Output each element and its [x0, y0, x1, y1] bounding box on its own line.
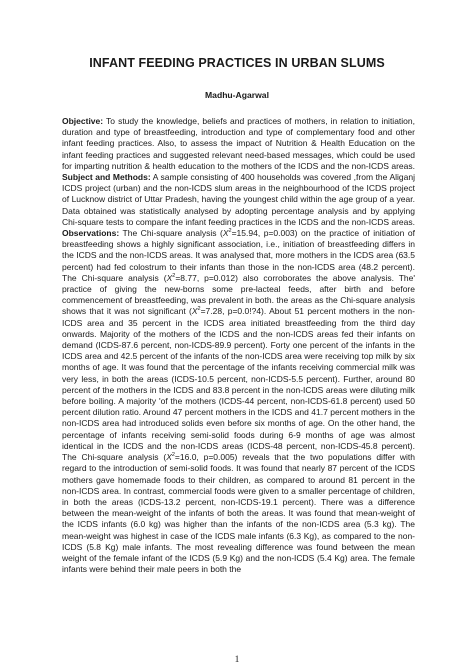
methods-text: A sample consisting of 400 households was covered ,from the Aliganj ICDS project (urban) and the non-ICDS slum areas in the neighbourhood of the ICDS project of Lucknow district of Uttar Pradesh, having the youngest child within the age group of a year. Data obtained was statistically analysed by adopting percentage analysis and by applying Chi-square tests to compare the infant feeding practices in the ICDS and the non-ICDS areas. — [62, 172, 415, 227]
chi-symbol: X — [166, 272, 173, 283]
observations-text-2: =15.94, p=0.003) on the practice of initiation of breastfeeding shows a highly significant association, i.e., initiation of breastfeeding differs in the ICDS and the non-ICDS areas. It was analysed that, more mothers in the ICDS area (63.5 percent) had fed colostrum to their infants than those in the non-ICDS area (48.2 percent). The Chi-square analysis ( — [62, 228, 415, 283]
chi-symbol: X — [166, 452, 172, 463]
abstract-paragraph — [62, 116, 415, 646]
observations-text-1: The Chi-square analysis ( — [119, 228, 223, 239]
chi-superscript: 2 — [228, 228, 232, 235]
observations-text-3: =8.77, p=0.012) also corroborates the above analysis. The' practice of giving the new-borns some pre-lacteal feeds, after birth and before commencement of breastfeeding, was prevalent in both. the areas as the Chi-square analysis shows that it was not significant ( — [62, 272, 415, 317]
chi-superscript: 2 — [172, 273, 176, 280]
chi-superscript: 2 — [197, 306, 201, 313]
methods-label: Subject and Methods: — [62, 172, 151, 183]
page-number: 1 — [234, 655, 240, 665]
paper-title: INFANT FEEDING PRACTICES IN URBAN SLUMS — [89, 56, 385, 70]
observations-text-4: =7.28, p=0.0!?4). About 51 percent mothers in the non-ICDS area and 35 percent in the ICDS area initiated breastfeeding from the third day onwards. Majority of the mothers of the ICDS and the non-ICDS areas fed their infants on demand (ICDS-87.6 percent, non-ICDS-89.9 percent). Forty one percent of the infants in the ICDS area and 42.5 percent of the infants of the non-ICDS area were receiving top milk by six months of age. It was found that the percentage of the infants receiving commercial milk was very less, in both the areas (ICDS-10.5 percent, non-ICDS-5.5 percent). Further, around 80 percent of the mothers in the ICDS and 83.8 percent in the non-ICDS areas were diluting milk before boiling. A majority 'of the mothers (ICDS-44 percent, non-ICDS-61.8 percent) used 50 percent dilution ratio. Around 47 percent mothers in the ICDS and 41.7 percent mothers in the non-ICDS area had introduced solids even before six months of age. On the other hand, the percentage of infants receiving semi-solid foods during 6-9 months of age was almost identical in the ICDS and the non-ICDS areas (ICDS-48 percent, non-ICDS-45.8 percent). The Chi-square analysis ( — [62, 306, 415, 463]
objective-text: To study the knowledge, beliefs and practices of mothers, in relation to initiation, duration and type of breastfeeding, introduction and type of complementary food and other infant feeding practices. Also, to assess the impact of Nutrition & Health Education on the infant feeding practices and suggested relevant need-based messages, which could be used for imparting nutrition & health education to the mothers of the ICDS and the non-ICDS areas. — [62, 116, 415, 171]
chi-symbol: X — [222, 228, 229, 239]
objective-label: Objective: — [62, 116, 104, 126]
observations-label: Observations: — [62, 228, 120, 239]
author-name: Madhu-Agarwal — [205, 90, 269, 100]
observations-text-5: =16.0, p=0.005) reveals that the two populations differ with regard to the introduction of semi-solid foods. It was found that nearly 87 percent of the ICDS mothers gave homemade foods to their children, as compared to around 81 percent in the non-ICDS area. In contrast, commercial foods were given to a smaller percentage of children, in both the areas (ICDS-13.2 percent, non-ICDS-19.1 percent). There was a difference between the mean-weight of the infants of both the areas. It was found that mean-weight of the ICDS infants (6.0 kg) was higher than the infants of the non-ICDS area (5.3 kg). The mean-weight was highest in case of the ICDS male infants (6.3 Kg), as compared to the non-ICDS (5.8 Kg) male infants. The most revealing difference was found between the mean weight of the female infant of the ICDS (5.9 Kg) and the non-ICDS (5.4 Kg) area. The female infants were behind their male peers in both the — [62, 452, 415, 575]
chi-superscript: 2 — [171, 452, 175, 459]
chi-symbol: X — [191, 306, 198, 317]
